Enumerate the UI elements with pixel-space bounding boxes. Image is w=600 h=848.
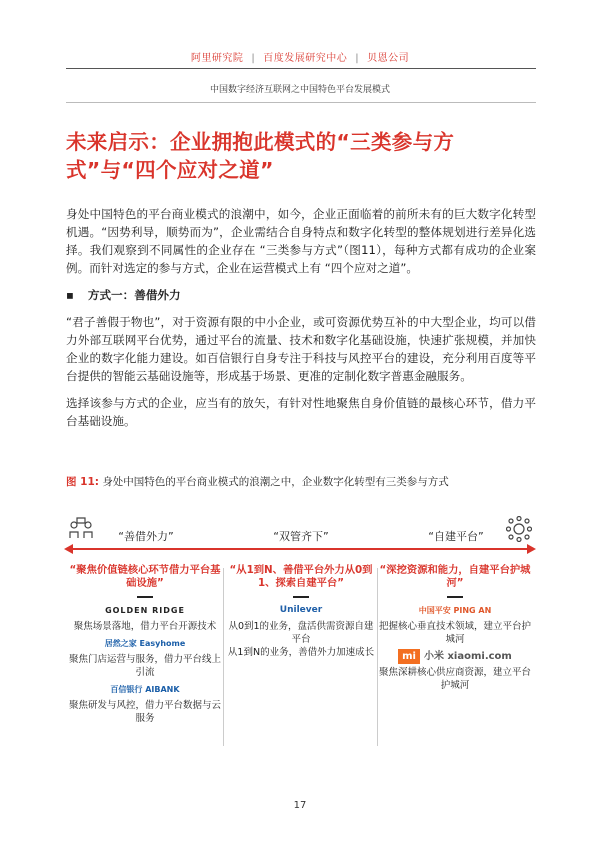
axis-label-self-build: “自建平台”	[428, 530, 484, 543]
page-title: 未来启示：企业拥抱此模式的“三类参与方式”与“四个应对之道”	[66, 130, 455, 182]
bullet-heading: ▪ 方式一：善借外力	[66, 288, 181, 302]
pingan-logo: 中国平安 PING AN	[418, 606, 492, 615]
axis-label-dual: “双管齐下”	[273, 530, 329, 543]
unilever-logo: Unilever	[279, 605, 323, 615]
golden-ridge-logo: GOLDEN RIDGE	[105, 606, 185, 615]
paragraph: “君子善假于物也”，对于资源有限的中小企业，或可资源优势互补的中大型企业，均可以借力外部互联网平台优势，通过平台的流量、技术和数字化基础设施，快速扩张规模，并加快企业的数字化能力建设。如百信银行自身专注于科技与风控平台的建设，充分利用百度等平台提供的智能云基础设施等，形成基于场景、更准的定制化数字普惠金融服务。	[66, 315, 536, 383]
paragraph: 身处中国特色的平台商业模式的浪潮中，如今，企业正面临着的前所未有的巨大数字化转型机遇。“因势利导，顺势而为”，企业需结合自身特点和数字化转型的整体规划进行差异化选择。我们观察到不同属性的企业存在 “三类参与方式”（图11），每种方式都有成功的企业案例。而针对选定的参与方式，企业在运营模式上有 “四个应对之道”。	[66, 207, 536, 275]
axis-label-borrow: “善借外力”	[118, 530, 174, 543]
subtitle-divider	[66, 102, 536, 103]
column-self-build: “深挖资源和能力，自建平台护城河” 中国平安 PING AN 把握核心垂直技术领域，建立平台护城河 mi 小米 xiaomi.com 聚焦深耕核心供应商资源，建立平台护城河	[378, 564, 531, 691]
xiaomi-logo: mi 小米 xiaomi.com	[378, 650, 532, 663]
header-divider	[66, 68, 536, 69]
header-orgs: 阿里研究院 | 百度发展研究中心 | 贝恩公司	[190, 53, 410, 64]
aibank-logo: 百信银行 AIBANK	[110, 685, 180, 694]
double-arrow	[72, 548, 528, 550]
divider-bar	[137, 596, 153, 598]
page-number: 17	[293, 800, 307, 811]
report-subtitle: 中国数字经济互联网之中国特色平台发展模式	[209, 85, 390, 95]
item-text: 聚焦场景落地，借力平台开源技术	[73, 621, 217, 632]
easyhome-logo: 居然之家 Easyhome	[104, 639, 186, 648]
item-text: 从0到1的业务，盘活供需资源自建平台	[228, 621, 374, 645]
org-name: 贝恩公司	[367, 53, 410, 64]
divider-bar	[293, 596, 309, 598]
divider-bar	[447, 596, 463, 598]
item-text: 把握核心垂直技术领域，建立平台护城河	[378, 621, 531, 645]
org-name: 阿里研究院	[190, 53, 244, 64]
item-text: 聚焦研发与风控，借力平台数据与云服务	[68, 700, 221, 724]
paragraph: 选择该参与方式的企业，应当有的放矢，有针对性地聚焦自身价值链的最核心环节，借力平台基础设施。	[66, 396, 536, 428]
item-text: 聚焦深耕核心供应商资源，建立平台护城河	[378, 667, 531, 691]
item-text: 从1到N的业务，善借外力加速成长	[227, 647, 375, 658]
item-text: 聚焦门店运营与服务，借力平台线上引流	[68, 654, 221, 678]
figure-caption: 图 11: 身处中国特色的平台商业模式的浪潮之中，企业数字化转型有三类参与方式	[66, 476, 449, 488]
participation-diagram	[66, 508, 536, 748]
body-text	[66, 205, 536, 439]
column-borrow: “聚焦价值链核心环节借力平台基础设施” GOLDEN RIDGE 聚焦场景落地，借力平台开源技术 居然之家 Easyhome 聚焦门店运营与服务，借力平台线上引流 百信银行 AIBANK 聚焦研发与风控，借力平台数据与云服务	[68, 564, 221, 724]
column-dual: “从1到N、善借平台外力从0到1、探索自建平台” Unilever 从0到1的业务，盘活供需资源自建平台 从1到N的业务，善借外力加速成长	[224, 564, 378, 659]
org-name: 百度发展研究中心	[263, 53, 348, 64]
